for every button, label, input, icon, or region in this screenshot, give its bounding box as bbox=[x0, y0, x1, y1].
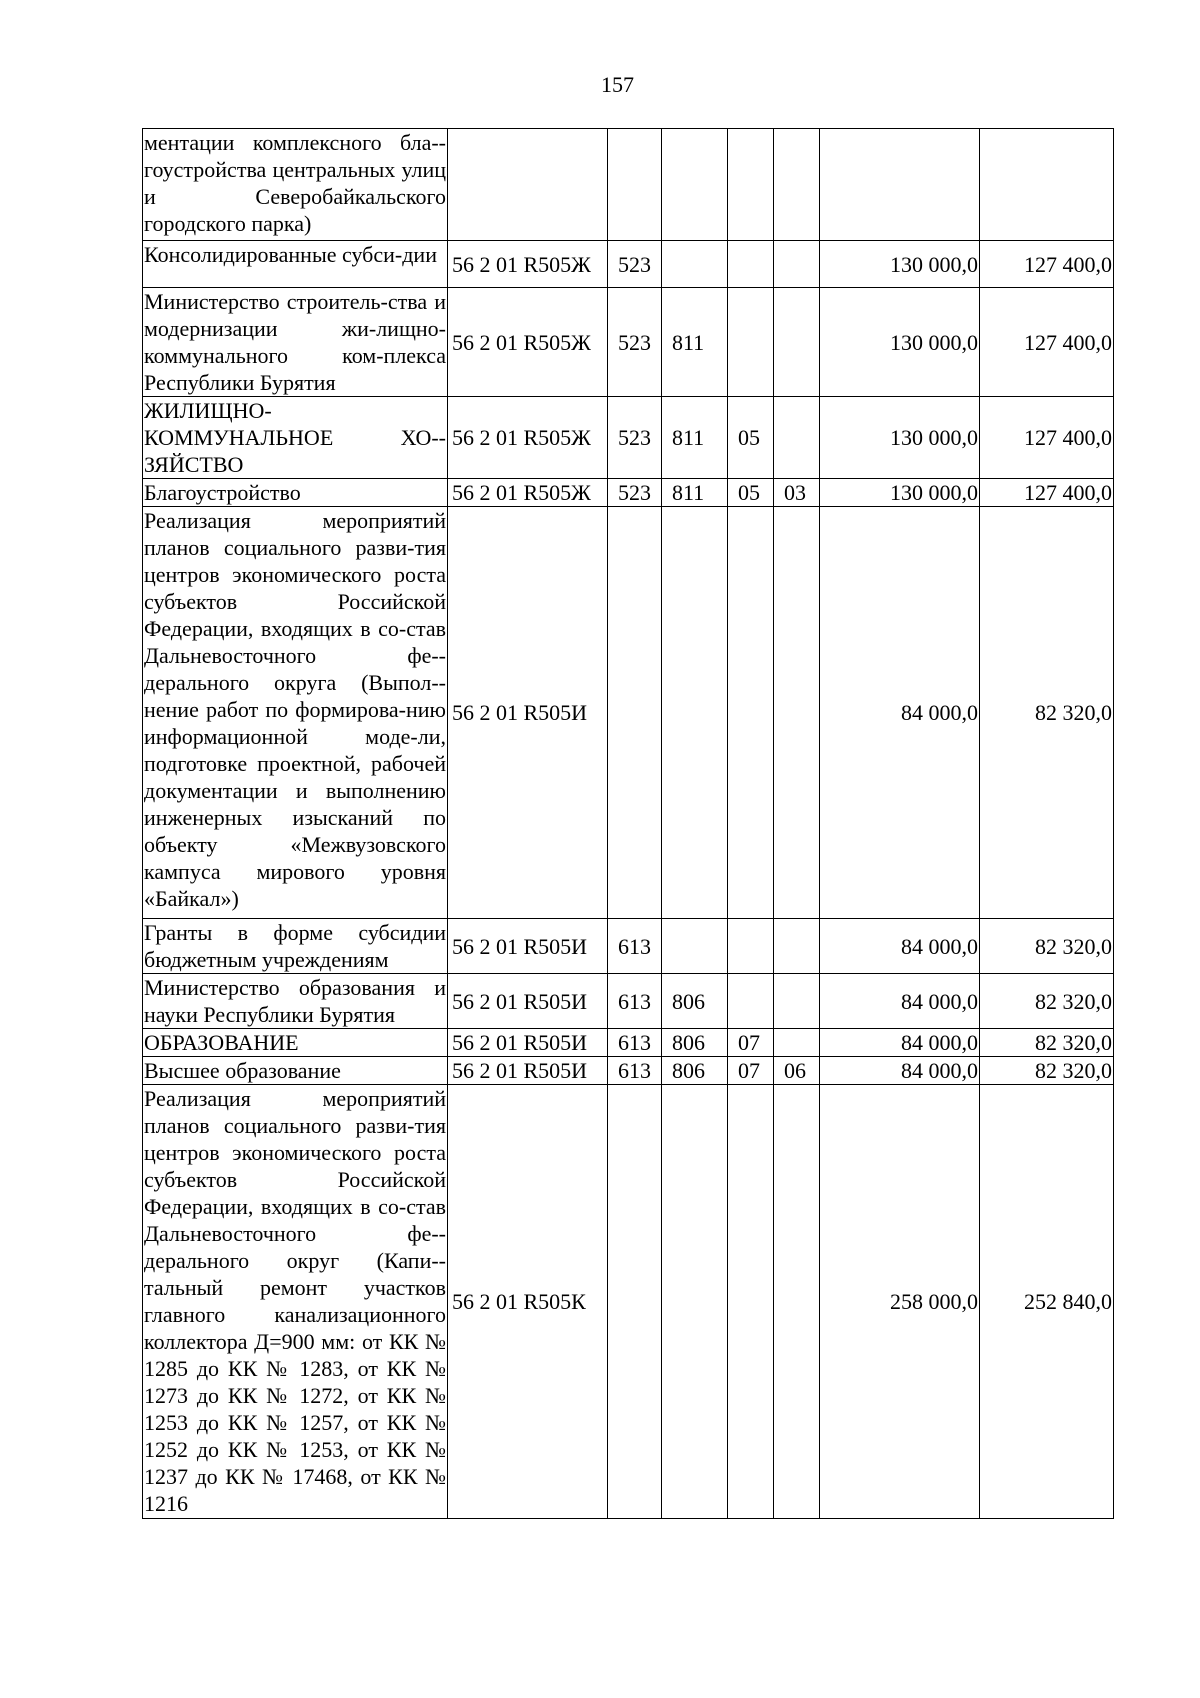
target-article-code-cell: 56 2 01 R505И bbox=[448, 1029, 608, 1057]
amount-first-year-cell: 130 000,0 bbox=[820, 241, 980, 288]
administrator-code-cell: 806 bbox=[662, 1057, 728, 1085]
amount-second-year-cell: 82 320,0 bbox=[980, 507, 1114, 919]
table-row bbox=[143, 397, 1114, 479]
target-article-code-cell: 56 2 01 R505И bbox=[448, 507, 608, 919]
section-code-cell bbox=[728, 129, 774, 241]
section-code-cell bbox=[728, 507, 774, 919]
expense-type-cell: 613 bbox=[608, 1029, 662, 1057]
row-name-cell: Гранты в форме субсидии бюджетным учреждениям bbox=[144, 920, 446, 972]
row-name-cell: Реализация мероприятий планов социального разви-тия центров экономического роста субъектов Российской Федерации, входящих в со-став Дальневосточного фе-дерального округа (Выпол-нение работ по формирова-нию информационной моде-ли, подготовке проектной, рабочей документации и выполнению инженерных изысканий по объекту «Межвузовского кампуса мирового уровня «Байкал») bbox=[143, 507, 448, 919]
target-article-code-cell: 56 2 01 R505Ж bbox=[448, 241, 608, 288]
section-code-cell bbox=[728, 241, 774, 288]
amount-second-year-cell: 82 320,0 bbox=[980, 1029, 1114, 1057]
table-row bbox=[143, 241, 1114, 288]
administrator-code-cell: 806 bbox=[662, 974, 728, 1029]
amount-second-year-cell: 127 400,0 bbox=[980, 479, 1114, 507]
section-code-cell: 07 bbox=[728, 1057, 774, 1085]
administrator-code-cell: 806 bbox=[662, 1029, 728, 1057]
amount-second-year-cell: 252 840,0 bbox=[980, 1085, 1114, 1519]
section-code-cell: 05 bbox=[728, 397, 774, 479]
administrator-code-cell bbox=[662, 507, 728, 919]
row-name-cell: ментации комплексного бла-гоустройства центральных улиц и Северобайкальского городского парка) bbox=[143, 129, 448, 241]
target-article-code-cell: 56 2 01 R505Ж bbox=[448, 479, 608, 507]
row-name-cell: Реализация мероприятий планов социального разви-тия центров экономического роста субъектов Российской Федерации, входящих в со-став Дальневосточного фе-дерального округ (Капи-тальный ремонт участков главного канализационного коллектора Д=900 мм: от КК № 1285 до КК № 1283, от КК № 1273 до КК № 1272, от КК № 1253 до КК № 1257, от КК № 1252 до КК № 1253, от КК № 1237 до КК № 17468, от КК № 1216 bbox=[143, 1085, 448, 1519]
expense-type-cell: 523 bbox=[608, 397, 662, 479]
expense-type-cell: 523 bbox=[608, 241, 662, 288]
amount-second-year-cell bbox=[980, 129, 1114, 241]
amount-second-year-cell: 127 400,0 bbox=[980, 288, 1114, 397]
amount-first-year-cell: 130 000,0 bbox=[820, 397, 980, 479]
amount-second-year-cell: 127 400,0 bbox=[980, 397, 1114, 479]
target-article-code-cell: 56 2 01 R505И bbox=[448, 974, 608, 1029]
amount-second-year-cell: 82 320,0 bbox=[980, 919, 1114, 974]
amount-second-year-cell: 82 320,0 bbox=[980, 1057, 1114, 1085]
table-row bbox=[143, 1029, 1114, 1057]
expense-type-cell bbox=[608, 1085, 662, 1519]
expense-type-cell: 523 bbox=[608, 479, 662, 507]
administrator-code-cell bbox=[662, 1085, 728, 1519]
target-article-code-cell: 56 2 01 R505Ж bbox=[448, 397, 608, 479]
table-row bbox=[143, 1085, 1114, 1519]
target-article-code-cell: 56 2 01 R505К bbox=[448, 1085, 608, 1519]
row-name-cell: Консолидированные субси-дии bbox=[143, 241, 448, 288]
page-number: 157 bbox=[601, 72, 634, 97]
section-code-cell: 07 bbox=[728, 1029, 774, 1057]
expense-type-cell bbox=[608, 507, 662, 919]
target-article-code-cell bbox=[448, 129, 608, 241]
table-row bbox=[143, 974, 1114, 1029]
expense-type-cell: 523 bbox=[608, 288, 662, 397]
amount-second-year-cell: 82 320,0 bbox=[980, 974, 1114, 1029]
subsection-code-cell bbox=[774, 507, 820, 919]
section-code-cell bbox=[728, 974, 774, 1029]
row-name-cell: Министерство образования и науки Республики Бурятия bbox=[144, 975, 446, 1027]
amount-first-year-cell bbox=[820, 129, 980, 241]
subsection-code-cell bbox=[774, 974, 820, 1029]
row-name-cell: ЖИЛИЩНО-КОММУНАЛЬНОЕ ХО-ЗЯЙСТВО bbox=[144, 398, 446, 477]
subsection-code-cell bbox=[774, 919, 820, 974]
target-article-code-cell: 56 2 01 R505И bbox=[448, 919, 608, 974]
expense-type-cell: 613 bbox=[608, 919, 662, 974]
expense-type-cell bbox=[608, 129, 662, 241]
subsection-code-cell bbox=[774, 397, 820, 479]
budget-table-body bbox=[143, 129, 1114, 1519]
subsection-code-cell: 03 bbox=[774, 479, 820, 507]
administrator-code-cell bbox=[662, 919, 728, 974]
table-row bbox=[143, 129, 1114, 241]
subsection-code-cell: 06 bbox=[774, 1057, 820, 1085]
row-name-cell: Высшее образование bbox=[143, 1057, 448, 1085]
row-name-cell: Благоустройство bbox=[143, 479, 448, 507]
subsection-code-cell bbox=[774, 241, 820, 288]
table-row bbox=[143, 479, 1114, 507]
administrator-code-cell: 811 bbox=[662, 288, 728, 397]
administrator-code-cell: 811 bbox=[662, 479, 728, 507]
administrator-code-cell bbox=[662, 241, 728, 288]
amount-first-year-cell: 84 000,0 bbox=[820, 974, 980, 1029]
amount-first-year-cell: 84 000,0 bbox=[820, 1029, 980, 1057]
budget-table bbox=[142, 128, 1114, 1519]
administrator-code-cell bbox=[662, 129, 728, 241]
row-name-cell: ОБРАЗОВАНИЕ bbox=[143, 1029, 448, 1057]
expense-type-cell: 613 bbox=[608, 974, 662, 1029]
amount-first-year-cell: 84 000,0 bbox=[820, 1057, 980, 1085]
target-article-code-cell: 56 2 01 R505И bbox=[448, 1057, 608, 1085]
amount-first-year-cell: 84 000,0 bbox=[820, 507, 980, 919]
section-code-cell: 05 bbox=[728, 479, 774, 507]
administrator-code-cell: 811 bbox=[662, 397, 728, 479]
target-article-code-cell: 56 2 01 R505Ж bbox=[448, 288, 608, 397]
amount-first-year-cell: 84 000,0 bbox=[820, 919, 980, 974]
table-row bbox=[143, 288, 1114, 397]
section-code-cell bbox=[728, 1085, 774, 1519]
subsection-code-cell bbox=[774, 129, 820, 241]
amount-first-year-cell: 258 000,0 bbox=[820, 1085, 980, 1519]
amount-first-year-cell: 130 000,0 bbox=[820, 479, 980, 507]
table-row bbox=[143, 919, 1114, 974]
section-code-cell bbox=[728, 288, 774, 397]
table-row bbox=[143, 1057, 1114, 1085]
subsection-code-cell bbox=[774, 288, 820, 397]
expense-type-cell: 613 bbox=[608, 1057, 662, 1085]
row-name-cell: Министерство строитель-ства и модернизации жи-лищно-коммунального ком-плекса Республики Бурятия bbox=[144, 289, 446, 395]
subsection-code-cell bbox=[774, 1085, 820, 1519]
subsection-code-cell bbox=[774, 1029, 820, 1057]
section-code-cell bbox=[728, 919, 774, 974]
table-row bbox=[143, 507, 1114, 919]
amount-first-year-cell: 130 000,0 bbox=[820, 288, 980, 397]
amount-second-year-cell: 127 400,0 bbox=[980, 241, 1114, 288]
